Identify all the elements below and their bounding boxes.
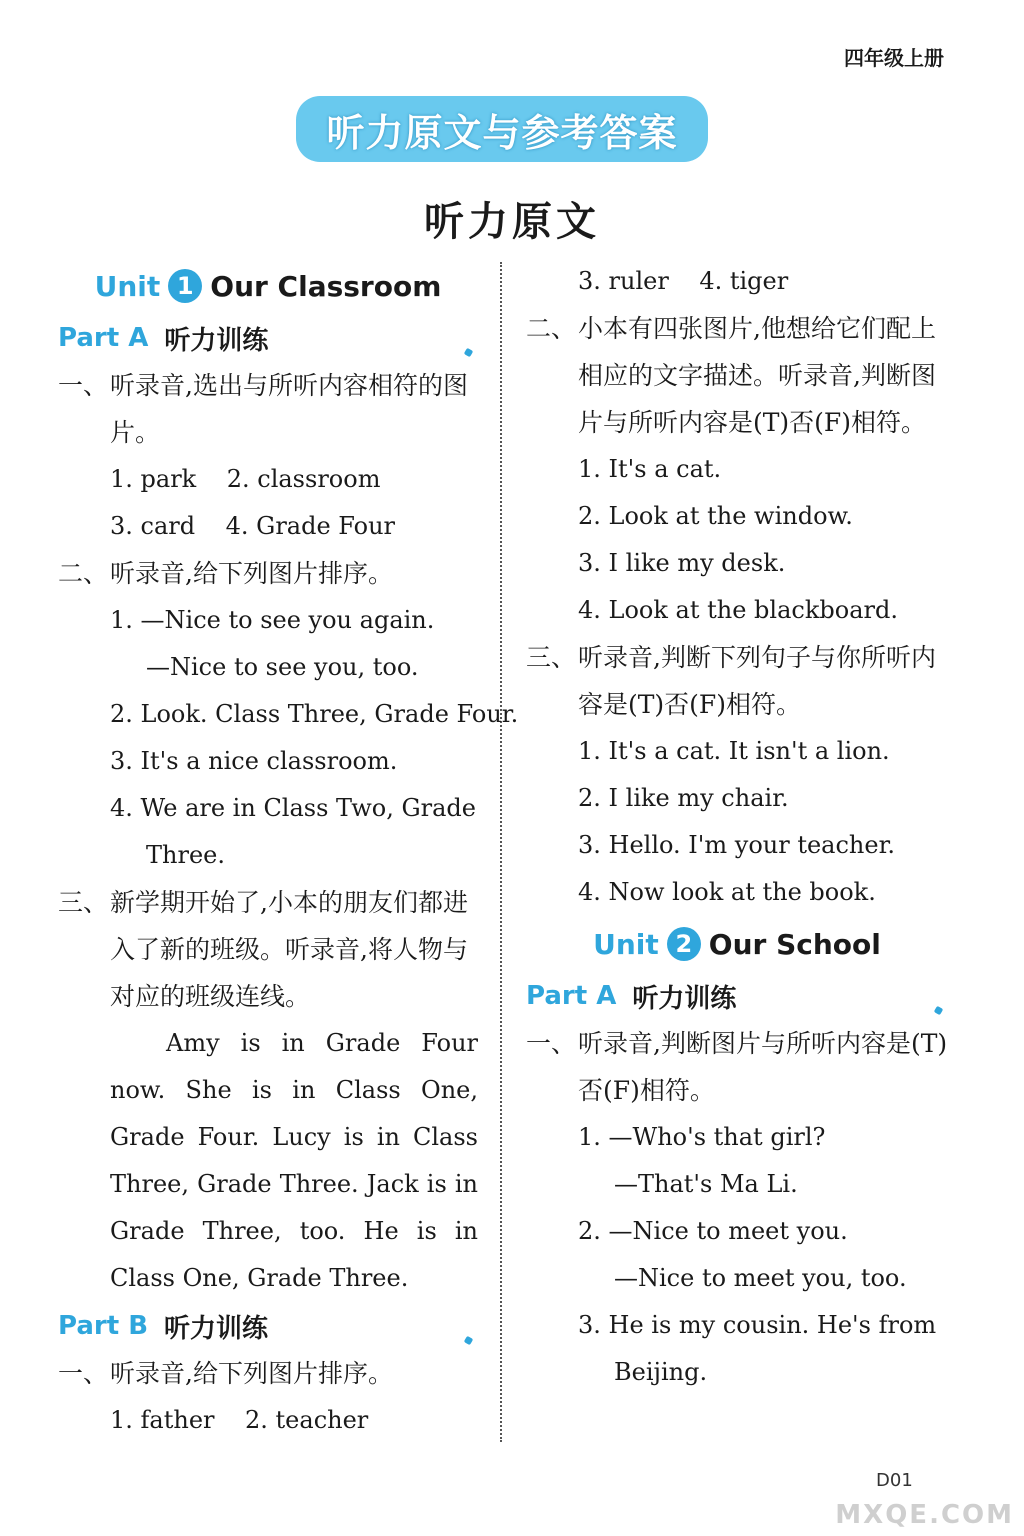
decorative-dot-icon <box>464 1336 474 1346</box>
question <box>526 305 948 446</box>
question <box>526 1020 948 1114</box>
question <box>526 634 948 728</box>
column-divider <box>500 262 502 1442</box>
site-watermark: MXQE.COM <box>835 1500 1014 1530</box>
answer-item: —That's Ma Li. <box>614 1170 798 1198</box>
unit-word: Unit <box>593 927 659 961</box>
answer-item: 3. I like my desk. <box>578 549 786 577</box>
unit-heading <box>526 916 948 972</box>
page-number: D01 <box>876 1470 913 1491</box>
question <box>58 879 478 1020</box>
right-column <box>526 258 948 1396</box>
answer-item: 3. He is my cousin. He's from <box>578 1311 937 1339</box>
answer-item: 4. We are in Class Two, Grade <box>110 794 476 822</box>
question-number: 三、 <box>58 888 109 917</box>
left-column <box>58 258 519 1444</box>
answer-item: 1. —Who's that girl? <box>578 1123 826 1151</box>
part-label: Part B <box>58 1311 149 1341</box>
question-number: 二、 <box>526 314 577 343</box>
answer-item: 1. —Nice to see you again. <box>110 606 435 634</box>
answer-item: Beijing. <box>614 1358 708 1386</box>
answer-banner: 听力原文与参考答案 <box>296 96 708 162</box>
part-label: Part A <box>58 323 149 353</box>
question-number: 二、 <box>58 559 109 588</box>
answer-item: 1. It's a cat. It isn't a lion. <box>578 737 890 765</box>
answer-item: 2. —Nice to meet you. <box>578 1217 848 1245</box>
part-heading <box>58 1302 478 1350</box>
question-text: 听录音,选出与所听内容相符的图片。 <box>110 371 468 447</box>
unit-title: Our Classroom <box>210 269 442 303</box>
question-text: 听录音,给下列图片排序。 <box>110 1359 393 1388</box>
question-number: 一、 <box>58 1359 109 1388</box>
question <box>58 550 478 597</box>
answer-item: 3. ruler 4. tiger <box>578 267 789 295</box>
answer-item: 3. It's a nice classroom. <box>110 747 398 775</box>
unit-title: Our School <box>708 927 881 961</box>
question-text: 小本有四张图片,他想给它们配上相应的文字描述。听录音,判断图片与所听内容是(T)否(F)相符。 <box>578 314 936 437</box>
unit-number-badge: 1 <box>168 269 202 303</box>
answer-item: 3. card 4. Grade Four <box>110 512 396 540</box>
answer-item: 4. Now look at the book. <box>578 878 876 906</box>
answer-item: 2. I like my chair. <box>578 784 789 812</box>
listening-passage <box>58 1020 478 1302</box>
question-number: 三、 <box>526 643 577 672</box>
question <box>58 362 478 456</box>
answer-item: 2. Look. Class Three, Grade Four. <box>110 700 519 728</box>
answer-item: —Nice to meet you, too. <box>614 1264 907 1292</box>
question-text: 新学期开始了,小本的朋友们都进入了新的班级。听录音,将人物与对应的班级连线。 <box>110 888 468 1011</box>
unit-heading <box>58 258 478 314</box>
part-heading <box>58 314 478 362</box>
unit-number-badge: 2 <box>667 927 701 961</box>
answer-item: Three. <box>146 841 225 869</box>
answer-item: 3. Hello. I'm your teacher. <box>578 831 896 859</box>
question-text: 听录音,判断图片与所听内容是(T)否(F)相符。 <box>578 1029 948 1105</box>
answer-item: 1. park 2. classroom <box>110 465 381 493</box>
answer-item: 1. father 2. teacher <box>110 1406 369 1434</box>
part-name: 听力训练 <box>632 983 737 1014</box>
decorative-dot-icon <box>934 1006 944 1016</box>
section-title: 听力原文 <box>424 199 600 245</box>
part-label: Part A <box>526 981 617 1011</box>
decorative-dot-icon <box>464 348 474 358</box>
question <box>58 1350 478 1397</box>
question-text: 听录音,给下列图片排序。 <box>110 559 393 588</box>
answer-item: —Nice to see you, too. <box>146 653 419 681</box>
answer-item: 1. It's a cat. <box>578 455 722 483</box>
part-name: 听力训练 <box>164 325 269 356</box>
grade-label: 四年级上册 <box>844 46 944 70</box>
answer-item: 2. Look at the window. <box>578 502 853 530</box>
answer-item: 4. Look at the blackboard. <box>578 596 898 624</box>
part-name: 听力训练 <box>164 1313 269 1344</box>
question-text: 听录音,判断下列句子与你所听内容是(T)否(F)相符。 <box>578 643 936 719</box>
part-heading <box>526 972 948 1020</box>
question-number: 一、 <box>526 1029 577 1058</box>
unit-word: Unit <box>94 269 161 303</box>
question-number: 一、 <box>58 371 109 400</box>
passage-text: Amy is in Grade Four now. She is in Class One, Grade Four. Lucy is in Class Three, Grade Three. Jack is in Grade Three, too. He is in Class One, Grade Three. <box>110 1029 478 1292</box>
